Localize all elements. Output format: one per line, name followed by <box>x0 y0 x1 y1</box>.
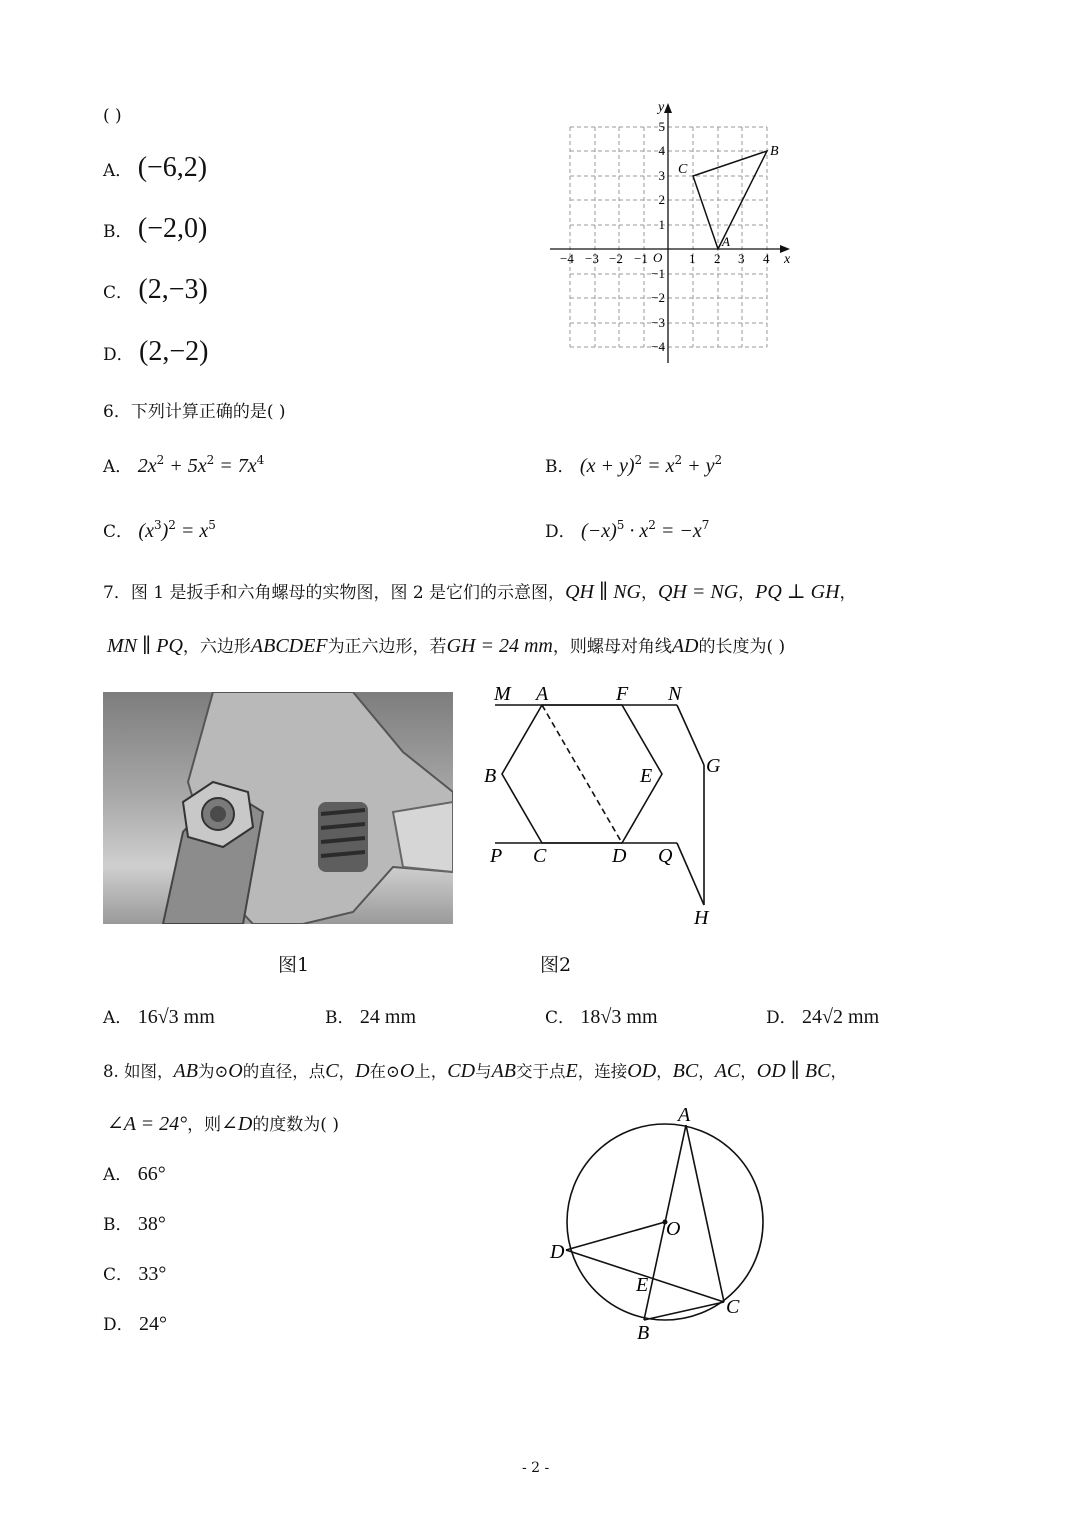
expr-part: + 5x <box>164 455 207 477</box>
exponent: 7 <box>701 518 710 532</box>
point-c-label: C <box>678 162 688 177</box>
option-label: B． <box>545 457 575 477</box>
expr-part: ) <box>161 520 169 542</box>
q7-stem-line2 <box>107 632 785 658</box>
option-value: 24√2 mm <box>802 1006 880 1028</box>
exponent: 2 <box>634 453 643 467</box>
y-tick: 5 <box>658 119 665 134</box>
expr-part: = 7x <box>214 455 257 477</box>
y-tick: 3 <box>658 168 665 183</box>
option-value: 24 mm <box>359 1006 417 1028</box>
wrench-schematic <box>480 680 740 930</box>
text: ，则螺母对角线 <box>552 637 672 657</box>
y-tick: −1 <box>651 266 665 281</box>
point-b-label: B <box>770 144 779 159</box>
text: 为⊙ <box>197 1062 229 1081</box>
option-label: A． <box>103 1008 133 1028</box>
label-g: G <box>706 755 721 777</box>
fig1-caption: 图1 <box>278 954 310 976</box>
expr-part: = x <box>175 520 209 542</box>
expr-part: = −x <box>655 520 702 542</box>
text: ， <box>839 583 857 603</box>
option-value: (−2,0) <box>137 213 208 244</box>
exponent: 3 <box>153 518 162 532</box>
option-label: D． <box>103 1315 134 1335</box>
q5-option-c[interactable] <box>103 274 208 306</box>
exponent: 5 <box>208 518 216 532</box>
y-tick: −2 <box>651 290 665 305</box>
option-label: D． <box>103 345 134 365</box>
math: GH = 24 mm <box>446 635 553 657</box>
y-tick: 2 <box>658 192 665 207</box>
text: ，则 <box>187 1115 222 1135</box>
option-label: C． <box>103 522 134 542</box>
option-label: D． <box>766 1008 797 1028</box>
q5-answer-paren: ( ) <box>103 106 122 126</box>
math: QH ∥ NG <box>565 581 641 603</box>
option-label: C． <box>545 1008 576 1028</box>
text: ， <box>656 1062 673 1081</box>
label-d: D <box>612 845 627 867</box>
q6-option-b[interactable] <box>545 452 722 478</box>
option-label: B． <box>103 1215 133 1235</box>
q8-option-a[interactable] <box>103 1160 166 1186</box>
y-tick: −3 <box>651 315 665 330</box>
text: 的长度为( ) <box>698 637 786 657</box>
wrench-photo <box>103 692 453 924</box>
q8-option-b[interactable] <box>103 1210 166 1236</box>
q5-option-d[interactable] <box>103 336 209 368</box>
option-label: A． <box>103 1165 133 1185</box>
q8-option-c[interactable] <box>103 1260 166 1286</box>
exponent: 4 <box>256 453 265 467</box>
text: ， <box>640 583 658 603</box>
x-tick: 2 <box>714 251 721 266</box>
math: PQ ⊥ GH <box>755 581 840 603</box>
math: C <box>325 1060 339 1082</box>
q8-option-d[interactable] <box>103 1310 167 1336</box>
math: BC <box>672 1060 699 1082</box>
option-value: 33° <box>138 1263 167 1285</box>
label-m: M <box>494 683 511 705</box>
page-number: - 2 - <box>522 1460 550 1476</box>
text: ，六边形 <box>182 637 251 657</box>
q6-option-c[interactable] <box>103 517 216 543</box>
x-tick-labels <box>560 251 770 266</box>
q8-stem-line1 <box>103 1058 847 1083</box>
math: OD ∥ BC <box>756 1060 831 1082</box>
math: E <box>565 1060 578 1082</box>
q6-option-a[interactable] <box>103 452 264 478</box>
q7-option-d[interactable] <box>766 1003 879 1029</box>
label-b: B <box>484 765 497 787</box>
option-label: C． <box>103 1265 134 1285</box>
q7-stem-line1 <box>103 578 857 604</box>
exponent: 5 <box>616 518 625 532</box>
x-tick: −3 <box>585 251 599 266</box>
x-tick: 4 <box>763 251 770 266</box>
option-label: D． <box>545 522 576 542</box>
diagonal-ad <box>542 705 622 843</box>
text: ， <box>698 1062 715 1081</box>
option-value: 66° <box>137 1163 166 1185</box>
q8-stem-line2 <box>107 1110 339 1136</box>
y-axis-arrow-icon <box>664 103 672 113</box>
math: OD <box>627 1060 657 1082</box>
text: ， <box>338 1062 356 1081</box>
q8-circle-figure <box>540 1105 780 1345</box>
label-c: C <box>533 845 547 867</box>
option-value: (2,−2) <box>139 336 209 367</box>
option-label: C． <box>103 283 134 303</box>
expr-part: · x <box>624 520 649 542</box>
math: AB <box>491 1060 517 1082</box>
x-tick: 1 <box>689 251 696 266</box>
label-q: Q <box>658 845 673 867</box>
text: 在⊙ <box>369 1062 400 1081</box>
label-f: F <box>616 683 629 705</box>
q7-option-c[interactable] <box>545 1003 658 1029</box>
exponent: 2 <box>206 453 215 467</box>
math: AB <box>173 1060 198 1082</box>
label-e: E <box>636 1274 649 1296</box>
text: 7．图 1 是扳手和六角螺母的实物图，图 2 是它们的示意图， <box>103 583 566 603</box>
option-label: A． <box>103 457 133 477</box>
q6-stem: 6．下列计算正确的是( ) <box>103 402 286 422</box>
x-tick: −2 <box>609 251 623 266</box>
label-h: H <box>694 907 709 929</box>
option-label: B． <box>103 222 133 242</box>
text: 与 <box>475 1062 492 1081</box>
exponent: 2 <box>674 453 683 467</box>
y-tick: 1 <box>658 217 665 232</box>
wrench-icon <box>103 692 453 924</box>
q5-option-a[interactable] <box>103 152 207 184</box>
math: CD <box>447 1060 476 1082</box>
math: ABCDEF <box>250 635 328 657</box>
expr-part: 2x <box>137 455 157 477</box>
x-tick: −1 <box>634 251 648 266</box>
label-b: B <box>637 1322 650 1344</box>
option-value: 16√3 mm <box>137 1006 215 1028</box>
text: 8. 如图， <box>103 1062 174 1081</box>
text: 上， <box>414 1062 448 1081</box>
option-label: B． <box>325 1008 355 1028</box>
math: AD <box>671 635 699 657</box>
x-tick: −4 <box>560 251 574 266</box>
q7-option-b[interactable] <box>325 1003 416 1029</box>
label-e: E <box>640 765 653 787</box>
label-d: D <box>550 1241 565 1263</box>
origin-label: O <box>653 250 663 265</box>
label-a: A <box>678 1105 691 1126</box>
label-a: A <box>536 683 549 705</box>
option-value: 38° <box>137 1213 166 1235</box>
q5-option-b[interactable] <box>103 213 207 245</box>
option-value: 18√3 mm <box>580 1006 658 1028</box>
x-axis-label: x <box>784 252 791 267</box>
fig2-caption: 图2 <box>540 954 572 976</box>
math: QH = NG <box>657 581 739 603</box>
exponent: 2 <box>168 518 176 532</box>
y-tick-labels <box>651 119 665 354</box>
y-axis-label: y <box>658 100 665 115</box>
label-c: C <box>726 1296 740 1318</box>
text: ， <box>830 1062 847 1081</box>
text: ， <box>740 1062 757 1081</box>
q6-option-d[interactable] <box>545 517 709 543</box>
expr-part: = x <box>642 455 675 477</box>
math: O <box>399 1060 415 1082</box>
q7-option-a[interactable] <box>103 1003 215 1029</box>
option-value: 24° <box>139 1313 168 1335</box>
y-tick: 4 <box>658 143 665 158</box>
exponent: 2 <box>714 453 723 467</box>
expr-part: (−x) <box>581 520 617 542</box>
text: 为正六边形，若 <box>327 637 447 657</box>
text: ， <box>738 583 756 603</box>
label-p: P <box>490 845 503 867</box>
option-value: (−6,2) <box>137 152 208 183</box>
y-tick: −4 <box>651 339 665 354</box>
expr-part: + y <box>682 455 715 477</box>
expr-part: (x + y) <box>579 455 635 477</box>
point-a-label: A <box>722 234 730 249</box>
text: 交于点 <box>516 1062 566 1081</box>
q5-coordinate-graph <box>540 95 800 365</box>
text: 的度数为( ) <box>252 1115 339 1135</box>
option-label: A． <box>103 161 133 181</box>
math: AC <box>714 1060 741 1082</box>
option-value: (2,−3) <box>138 274 208 305</box>
expr-part: (x <box>138 520 154 542</box>
label-n: N <box>668 683 682 705</box>
math: D <box>355 1060 370 1082</box>
math: MN ∥ PQ <box>107 635 183 657</box>
label-o: O <box>666 1218 681 1240</box>
math: ∠D <box>221 1113 253 1135</box>
x-tick: 3 <box>738 251 745 266</box>
exponent: 2 <box>648 518 656 532</box>
exponent: 2 <box>156 453 165 467</box>
text: 的直径，点 <box>242 1062 326 1081</box>
text: ，连接 <box>577 1062 628 1081</box>
math: O <box>228 1060 243 1082</box>
math: ∠A = 24° <box>107 1113 188 1135</box>
